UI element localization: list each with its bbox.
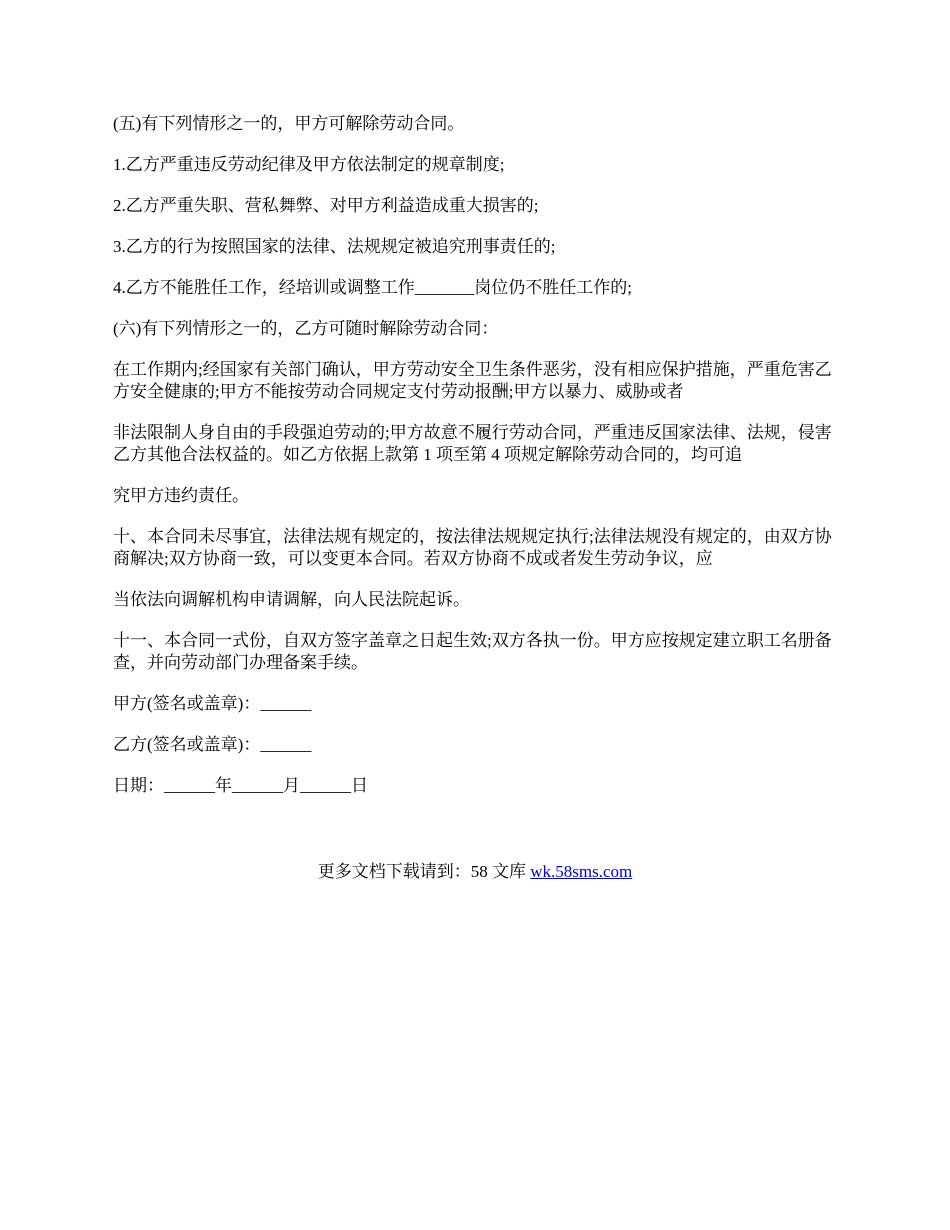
clause-6-heading: (六)有下列情形之一的，乙方可随时解除劳动合同： xyxy=(113,319,499,338)
footer-link[interactable]: wk.58sms.com xyxy=(530,862,633,881)
party-b-signature-line: 乙方(签名或盖章)：______ xyxy=(113,735,312,754)
clause-11-text: 十一、本合同一式份，自双方签字盖章之日起生效;双方各执一份。甲方应按规定建立职工名册备查，并向劳动部门办理备案手续。 xyxy=(113,631,832,672)
footer-text: 更多文档下载请到：58 文库 xyxy=(317,862,531,881)
clause-5-item-3: 3.乙方的行为按照国家的法律、法规规定被追究刑事责任的; xyxy=(113,237,556,256)
footer-download-note xyxy=(0,861,950,883)
clause-6-text-part-3: 究甲方违约责任。 xyxy=(113,486,249,505)
party-a-signature-line: 甲方(签名或盖章)：______ xyxy=(113,694,312,713)
date-line: 日期：______年______月______日 xyxy=(113,776,368,795)
clause-5-heading: (五)有下列情形之一的，甲方可解除劳动合同。 xyxy=(113,114,465,133)
clause-6-text-part-2: 非法限制人身自由的手段强迫劳动的;甲方故意不履行劳动合同，严重违反国家法律、法规，侵害乙方其他合法权益的。如乙方依据上款第 1 项至第 4 项规定解除劳动合同的，均可追 xyxy=(113,423,832,464)
clause-10-text-part-2: 当依法向调解机构申请调解，向人民法院起诉。 xyxy=(113,590,470,609)
clause-5-item-1: 1.乙方严重违反劳动纪律及甲方依法制定的规章制度; xyxy=(113,155,505,174)
document-body xyxy=(113,113,838,816)
clause-6-text-part-1: 在工作期内;经国家有关部门确认，甲方劳动安全卫生条件恶劣，没有相应保护措施，严重危害乙方安全健康的;甲方不能按劳动合同规定支付劳动报酬;甲方以暴力、威胁或者 xyxy=(113,360,832,401)
clause-10-text-part-1: 十、本合同未尽事宜，法律法规有规定的，按法律法规规定执行;法律法规没有规定的，由双方协商解决;双方协商一致，可以变更本合同。若双方协商不成或者发生劳动争议，应 xyxy=(113,527,832,568)
clause-5-item-4: 4.乙方不能胜任工作，经培训或调整工作_______岗位仍不胜任工作的; xyxy=(113,278,632,297)
clause-5-item-2: 2.乙方严重失职、营私舞弊、对甲方利益造成重大损害的; xyxy=(113,196,539,215)
